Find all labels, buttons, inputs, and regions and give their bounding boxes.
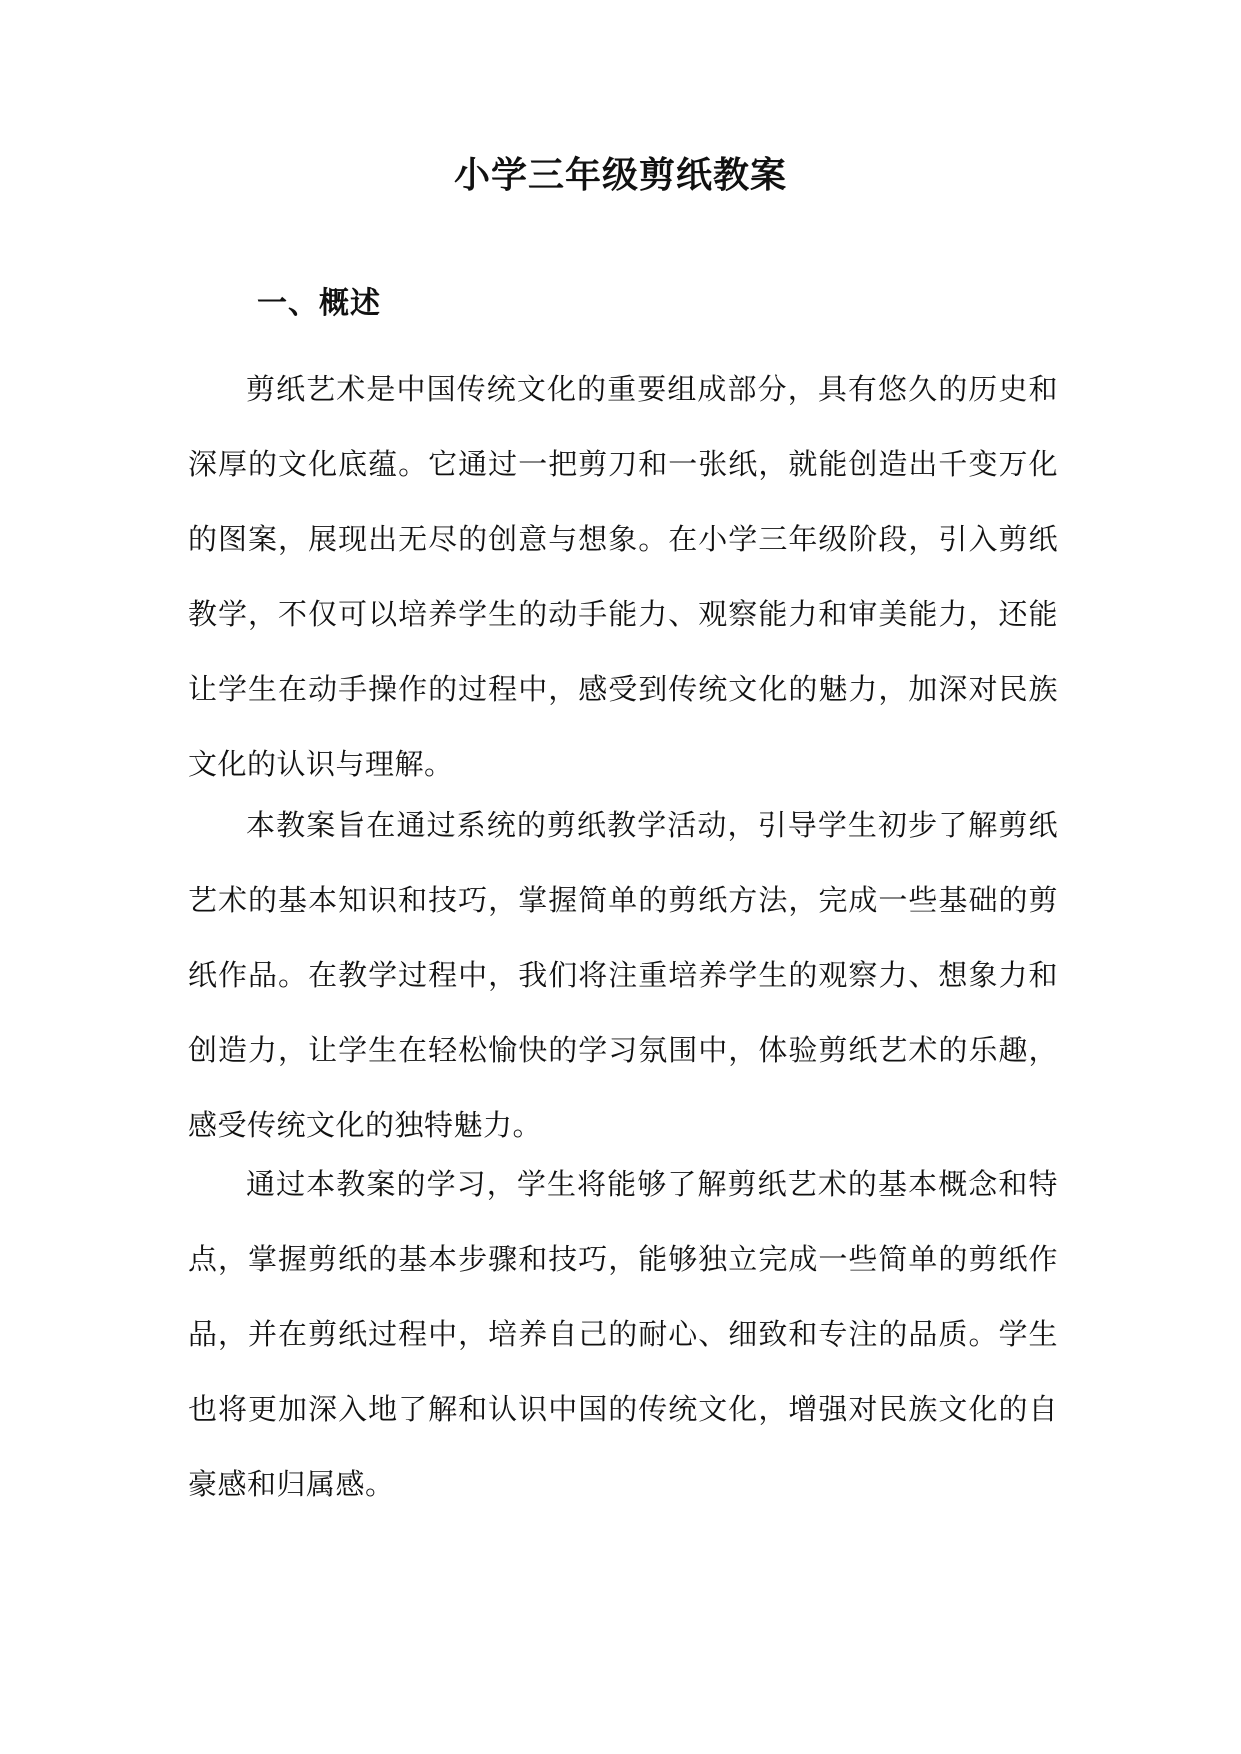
paragraph-purpose: 本教案旨在通过系统的剪纸教学活动，引导学生初步了解剪纸艺术的基本知识和技巧，掌握简单的剪纸方法，完成一些基础的剪纸作品。在教学过程中，我们将注重培养学生的观察力、想象力和创造力，让学生在轻松愉快的学习氛围中，体验剪纸艺术的乐趣，感受传统文化的独特魅力。 <box>188 808 1058 1142</box>
section-heading-overview: 一、概述 <box>257 286 381 321</box>
document-title: 小学三年级剪纸教案 <box>453 154 787 196</box>
paragraph-intro: 剪纸艺术是中国传统文化的重要组成部分，具有悠久的历史和深厚的文化底蕴。它通过一把剪刀和一张纸，就能创造出千变万化的图案，展现出无尽的创意与想象。在小学三年级阶段，引入剪纸教学，不仅可以培养学生的动手能力、观察能力和审美能力，还能让学生在动手操作的过程中，感受到传统文化的魅力，加深对民族文化的认识与理解。 <box>188 372 1058 781</box>
paragraph-outcomes: 通过本教案的学习，学生将能够了解剪纸艺术的基本概念和特点，掌握剪纸的基本步骤和技巧，能够独立完成一些简单的剪纸作品，并在剪纸过程中，培养自己的耐心、细致和专注的品质。学生也将更加深入地了解和认识中国的传统文化，增强对民族文化的自豪感和归属感。 <box>188 1167 1058 1501</box>
